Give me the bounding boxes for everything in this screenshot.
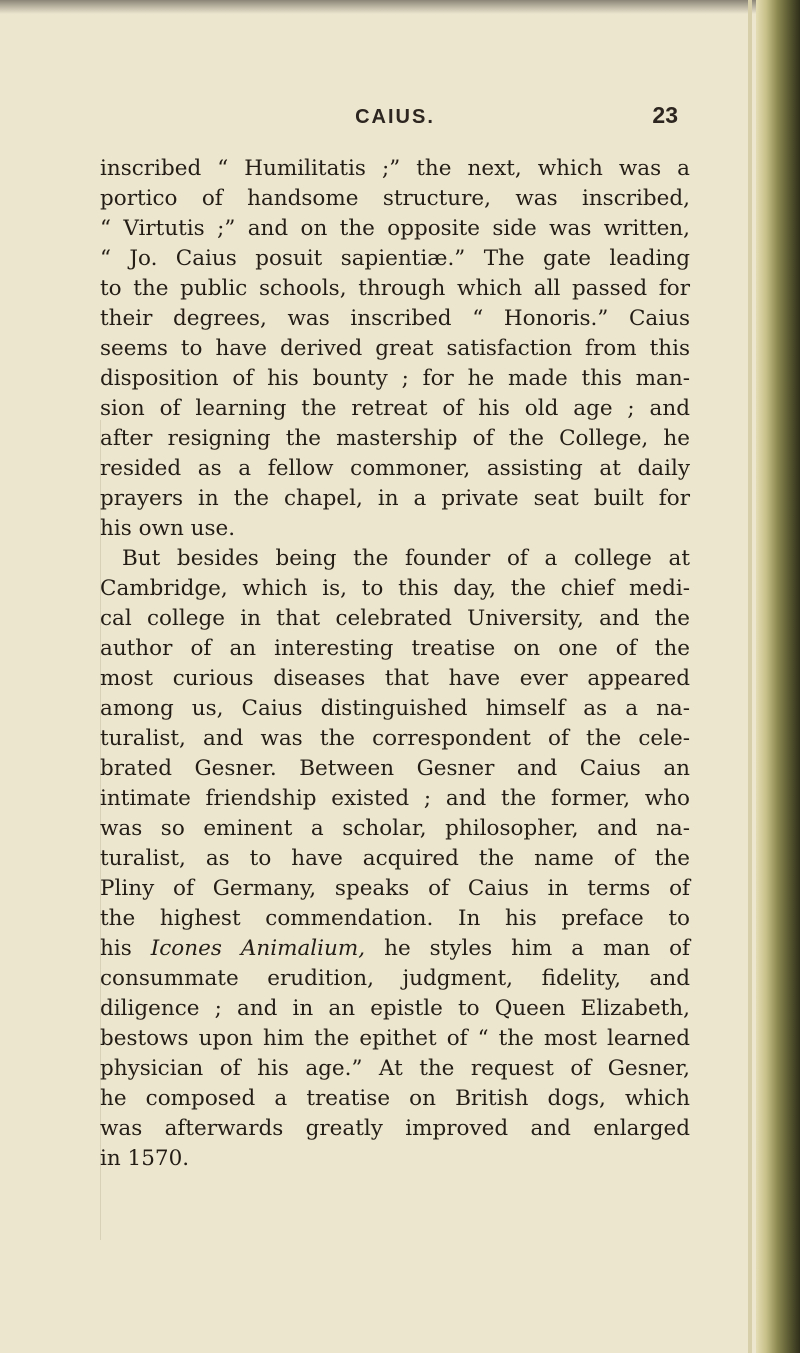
text-line: seems to have derived great satisfaction from this [100,336,690,361]
text-line: turalist, as to have acquired the name of the [100,846,690,871]
text-line: “ Jo. Caius posuit sapientiæ.” The gate leading [100,246,690,271]
text-line: their degrees, was inscribed “ Honoris.” Caius [100,306,690,331]
text-line: bestows upon him the epithet of “ the most learned [100,1026,690,1051]
text-line: physician of his age.” At the request of Gesner, [100,1056,690,1081]
text-line: cal college in that celebrated University, and the [100,606,690,631]
page-header [100,102,690,142]
binding-highlight [748,0,752,1353]
text-line: resided as a fellow commoner, assisting at daily [100,456,690,481]
text-line: consummate erudition, judgment, fidelity, and [100,966,690,991]
text-line: Cambridge, which is, to this day, the chief medi- [100,576,690,601]
text-line: was afterwards greatly improved and enlarged [100,1116,690,1141]
text-line: turalist, and was the correspondent of the cele- [100,726,690,751]
text-line: intimate friendship existed ; and the former, who [100,786,690,811]
italic-book-title: Icones Animalium, [150,936,366,961]
text-line: most curious diseases that have ever appeared [100,666,690,691]
text-line: prayers in the chapel, in a private seat built for [100,486,690,511]
text-line: brated Gesner. Between Gesner and Caius an [100,756,690,781]
paragraph-end-line: his own use. [100,516,236,541]
running-head: CAIUS. [355,106,435,128]
text-line: after resigning the mastership of the College, he [100,426,690,451]
text-line: sion of learning the retreat of his old age ; and [100,396,690,421]
text-line: diligence ; and in an epistle to Queen Elizabeth, [100,996,690,1021]
text-line: author of an interesting treatise on one of the [100,636,690,661]
page-number: 23 [652,102,678,128]
page-top-shadow [0,0,800,14]
text-line: inscribed “ Humilitatis ;” the next, which was a [100,156,690,181]
text-line: among us, Caius distinguished himself as a na- [100,696,690,721]
text-line: was so eminent a scholar, philosopher, and na- [100,816,690,841]
paragraph-start-line: But besides being the founder of a college at [122,546,690,571]
text-line: “ Virtutis ;” and on the opposite side was written, [100,216,690,241]
text-line: the highest commendation. In his preface to [100,906,690,931]
body-text [100,154,690,1174]
text-line: to the public schools, through which all passed for [100,276,690,301]
line-text-after: he styles him a man of [365,936,690,961]
text-line: portico of handsome structure, was inscribed, [100,186,690,211]
book-binding-edge [756,0,800,1353]
line-text-before: his [100,936,151,961]
text-line-with-italic-title [100,934,690,964]
text-line: Pliny of Germany, speaks of Caius in terms of [100,876,690,901]
paragraph-end-line: in 1570. [100,1146,190,1171]
text-line: he composed a treatise on British dogs, which [100,1086,690,1111]
text-line: disposition of his bounty ; for he made this man- [100,366,690,391]
